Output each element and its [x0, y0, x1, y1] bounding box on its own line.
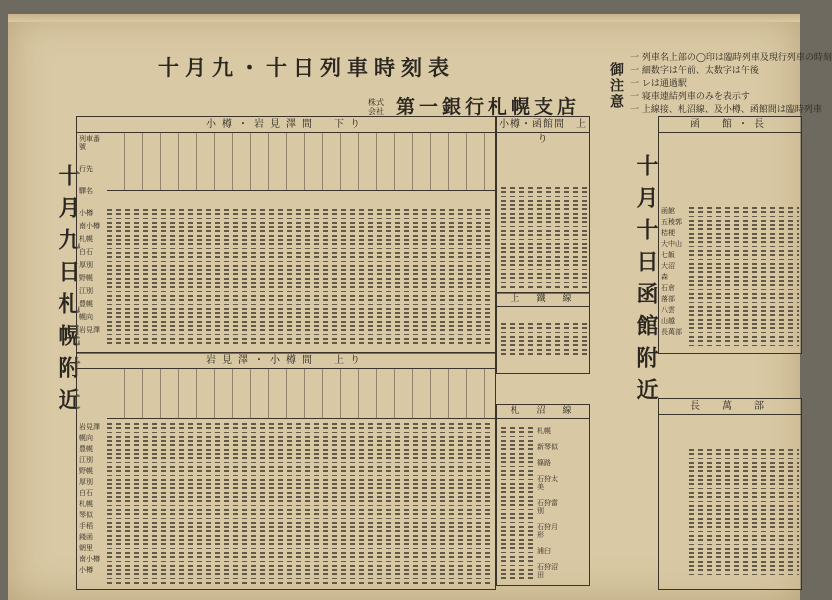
time-row	[689, 552, 799, 554]
time-row	[107, 325, 493, 327]
time-row	[501, 565, 535, 567]
station-name: 五稜郭	[661, 218, 682, 226]
time-row	[501, 509, 535, 511]
time-row	[501, 552, 535, 554]
paper-fold	[8, 14, 800, 22]
time-row	[107, 535, 493, 537]
time-row	[689, 271, 799, 273]
time-row	[689, 548, 799, 550]
time-row	[501, 526, 535, 528]
time-row	[501, 470, 535, 472]
time-row	[501, 530, 535, 532]
time-row	[501, 251, 587, 253]
station-column	[537, 427, 563, 587]
time-row	[689, 259, 799, 261]
station-name: 野幌	[79, 274, 93, 282]
time-row	[501, 208, 587, 210]
station-name: 江別	[79, 456, 93, 464]
time-row	[501, 323, 587, 325]
time-row	[501, 239, 587, 241]
time-row	[107, 505, 493, 507]
times-grid	[501, 187, 587, 290]
notice-item: 一 列車名上部の◯印は臨時列車及現行列車の時刻	[630, 53, 832, 63]
time-row	[689, 241, 799, 243]
station-column	[661, 207, 687, 339]
time-row	[501, 187, 587, 189]
time-row	[501, 500, 535, 502]
station-name: 幌向	[79, 313, 93, 321]
time-row	[689, 306, 799, 308]
station-name: 札幌	[79, 500, 93, 508]
time-row	[689, 332, 799, 334]
time-row	[501, 221, 587, 223]
station-name: 石狩月形	[537, 523, 558, 539]
time-row	[689, 211, 799, 213]
table-column-header	[107, 132, 495, 191]
notice-item: 一 レは通過駅	[630, 79, 687, 89]
time-row	[501, 191, 587, 193]
time-row	[501, 226, 587, 228]
time-row	[501, 483, 535, 485]
time-row	[689, 323, 799, 325]
table-title: 上 鐵 線	[497, 293, 589, 307]
time-row	[107, 222, 493, 224]
time-row	[107, 440, 493, 442]
time-row	[689, 302, 799, 304]
time-row	[107, 453, 493, 455]
time-row	[107, 282, 493, 284]
station-name: 豊幌	[79, 300, 93, 308]
notice-item: 一 寝車連結列車のみを表示す	[630, 92, 750, 102]
time-row	[501, 340, 587, 342]
time-row	[107, 578, 493, 580]
time-row	[689, 462, 799, 464]
time-row	[501, 327, 587, 329]
time-row	[501, 273, 587, 275]
times-grid	[689, 449, 799, 578]
time-row	[501, 230, 587, 232]
time-row	[689, 267, 799, 269]
header-destination: 行先	[79, 165, 93, 173]
time-row	[501, 213, 587, 215]
time-row	[689, 216, 799, 218]
time-row	[107, 338, 493, 340]
time-row	[107, 530, 493, 532]
time-row	[107, 479, 493, 481]
time-row	[107, 256, 493, 258]
station-name: 岩見澤	[79, 326, 100, 334]
station-name: 函館	[661, 207, 675, 215]
time-row	[689, 207, 799, 209]
station-name: 大中山	[661, 240, 682, 248]
time-row	[107, 286, 493, 288]
table-title: 小樽・岩見澤間 下り	[77, 117, 495, 133]
time-row	[501, 234, 587, 236]
time-row	[689, 505, 799, 507]
time-row	[107, 492, 493, 494]
time-row	[107, 299, 493, 301]
station-name: 厚別	[79, 478, 93, 486]
station-name: 江別	[79, 287, 93, 295]
time-row	[107, 278, 493, 280]
time-row	[689, 565, 799, 567]
time-row	[501, 436, 535, 438]
station-name: 厚別	[79, 261, 93, 269]
time-row	[689, 289, 799, 291]
station-name: 小樽	[79, 209, 93, 217]
times-grid	[501, 427, 535, 582]
station-name: 幌向	[79, 434, 93, 442]
time-row	[689, 254, 799, 256]
table-otaru-iwamizawa	[76, 116, 496, 354]
time-row	[689, 458, 799, 460]
time-row	[501, 556, 535, 558]
station-name: 札幌	[79, 235, 93, 243]
station-column	[79, 423, 105, 577]
time-row	[689, 280, 799, 282]
station-name: 山越	[661, 317, 675, 325]
notice-heading: 御注意	[608, 62, 624, 110]
time-row	[107, 312, 493, 314]
time-row	[689, 569, 799, 571]
time-row	[501, 204, 587, 206]
time-row	[689, 488, 799, 490]
station-name: 石倉	[661, 284, 675, 292]
time-row	[689, 501, 799, 503]
time-row	[501, 264, 587, 266]
station-name: 石狩沼田	[537, 563, 558, 579]
time-row	[689, 246, 799, 248]
time-row	[501, 560, 535, 562]
time-row	[107, 230, 493, 232]
time-row	[107, 334, 493, 336]
time-row	[501, 448, 535, 450]
time-row	[107, 209, 493, 211]
times-grid	[501, 323, 587, 357]
time-row	[501, 247, 587, 249]
time-row	[501, 440, 535, 442]
station-name: 森	[661, 273, 668, 281]
time-row	[107, 427, 493, 429]
station-name: 篠路	[537, 459, 551, 467]
time-row	[107, 475, 493, 477]
time-row	[501, 496, 535, 498]
station-name: 豊幌	[79, 445, 93, 453]
time-row	[107, 252, 493, 254]
table-hakodate	[658, 116, 802, 354]
time-row	[689, 284, 799, 286]
time-row	[689, 293, 799, 295]
time-row	[501, 344, 587, 346]
time-row	[107, 423, 493, 425]
time-row	[501, 260, 587, 262]
station-name: 石狩當別	[537, 499, 558, 515]
company-name: 第一銀行札幌支店	[396, 96, 581, 118]
time-row	[689, 539, 799, 541]
times-grid	[107, 209, 493, 347]
table-title: 小樽・函館間 上り	[499, 119, 587, 145]
station-name: 岩見澤	[79, 423, 100, 431]
time-row	[107, 436, 493, 438]
time-row	[107, 243, 493, 245]
notice-item: 一 細数字は午前、太数字は午後	[630, 66, 759, 76]
time-row	[107, 487, 493, 489]
time-row	[501, 569, 535, 571]
time-row	[107, 582, 493, 584]
time-row	[501, 491, 535, 493]
station-name: 錢函	[79, 533, 93, 541]
time-row	[107, 462, 493, 464]
time-row	[501, 336, 587, 338]
time-row	[501, 487, 535, 489]
header-labels	[79, 135, 105, 195]
table-joutetsu	[496, 292, 590, 374]
table-title: 函 館・長	[659, 117, 801, 133]
time-row	[689, 310, 799, 312]
station-name: 長萬部	[661, 328, 682, 336]
time-row	[501, 457, 535, 459]
station-name: 七飯	[661, 251, 675, 259]
station-name: 新琴似	[537, 443, 558, 451]
station-name: 落部	[661, 295, 675, 303]
table-column-header	[107, 368, 495, 419]
table-title: 札 沼 線	[497, 405, 589, 419]
time-row	[501, 577, 535, 579]
time-row	[107, 556, 493, 558]
time-row	[501, 453, 535, 455]
time-row	[107, 248, 493, 250]
time-row	[689, 492, 799, 494]
station-name: 小樽	[79, 566, 93, 574]
time-row	[689, 535, 799, 537]
time-row	[107, 261, 493, 263]
time-row	[501, 461, 535, 463]
time-row	[107, 449, 493, 451]
notice-item: 一 上線接、札沼線、及小樽、函館間は臨時列車	[630, 105, 822, 115]
time-row	[107, 470, 493, 472]
time-row	[689, 220, 799, 222]
time-row	[107, 518, 493, 520]
time-row	[107, 235, 493, 237]
time-row	[501, 517, 535, 519]
time-row	[501, 196, 587, 198]
time-row	[107, 509, 493, 511]
time-row	[107, 444, 493, 446]
notice-list	[630, 52, 832, 117]
time-row	[107, 500, 493, 502]
time-row	[107, 526, 493, 528]
time-row	[501, 547, 535, 549]
station-column	[79, 209, 105, 339]
time-row	[107, 569, 493, 571]
time-row	[501, 534, 535, 536]
time-row	[501, 243, 587, 245]
station-name: 桔梗	[661, 229, 675, 237]
times-grid	[689, 207, 799, 349]
table-title: 長 萬 部	[659, 399, 801, 415]
time-row	[689, 513, 799, 515]
time-row	[689, 336, 799, 338]
time-row	[501, 573, 535, 575]
time-row	[689, 470, 799, 472]
time-row	[501, 256, 587, 258]
time-row	[689, 518, 799, 520]
times-grid	[107, 423, 493, 586]
time-row	[689, 544, 799, 546]
header-station: 驛名	[79, 187, 93, 195]
time-row	[501, 269, 587, 271]
time-row	[689, 496, 799, 498]
time-row	[501, 286, 587, 288]
station-name: 南小樽	[79, 555, 100, 563]
time-row	[107, 513, 493, 515]
side-label-hakodate: 十月十日函館附近	[633, 154, 659, 410]
station-name: 手稻	[79, 522, 93, 530]
newspaper-sheet	[8, 14, 832, 600]
table-nagamanbe	[658, 398, 802, 590]
time-row	[689, 276, 799, 278]
time-row	[689, 224, 799, 226]
station-name: 石狩太美	[537, 475, 558, 491]
time-row	[107, 552, 493, 554]
side-label-sapporo: 十月九日札幌附近	[55, 164, 81, 420]
time-row	[107, 308, 493, 310]
time-row	[107, 304, 493, 306]
time-row	[501, 332, 587, 334]
time-row	[107, 565, 493, 567]
time-row	[501, 479, 535, 481]
time-row	[107, 273, 493, 275]
time-row	[689, 556, 799, 558]
time-row	[501, 543, 535, 545]
time-row	[107, 269, 493, 271]
time-row	[107, 466, 493, 468]
time-row	[107, 291, 493, 293]
time-row	[501, 539, 535, 541]
time-row	[689, 509, 799, 511]
table-satsunuma	[496, 404, 590, 586]
time-row	[501, 353, 587, 355]
time-row	[107, 573, 493, 575]
time-row	[689, 340, 799, 342]
table-iwamizawa-otaru	[76, 352, 496, 590]
table-otaru-hakodate	[496, 116, 590, 294]
time-row	[689, 531, 799, 533]
station-name: 琴似	[79, 511, 93, 519]
time-row	[501, 431, 535, 433]
time-row	[689, 526, 799, 528]
time-row	[107, 213, 493, 215]
time-row	[689, 483, 799, 485]
time-row	[689, 250, 799, 252]
time-row	[689, 297, 799, 299]
time-row	[689, 237, 799, 239]
time-row	[107, 496, 493, 498]
time-row	[689, 561, 799, 563]
time-row	[107, 483, 493, 485]
time-row	[689, 479, 799, 481]
time-row	[501, 466, 535, 468]
time-row	[501, 277, 587, 279]
page-title: 十月九・十日列車時刻表	[158, 55, 455, 80]
time-row	[689, 475, 799, 477]
station-name: 朝里	[79, 544, 93, 552]
time-row	[107, 539, 493, 541]
table-title: 岩見澤・小樽間 上り	[77, 353, 495, 369]
station-name: 大沼	[661, 262, 675, 270]
header-train-no: 列車番號	[79, 135, 100, 151]
time-row	[107, 342, 493, 344]
time-row	[107, 218, 493, 220]
time-row	[689, 327, 799, 329]
time-row	[107, 295, 493, 297]
time-row	[501, 474, 535, 476]
station-name: 白石	[79, 489, 93, 497]
time-row	[107, 226, 493, 228]
time-row	[107, 457, 493, 459]
time-row	[689, 449, 799, 451]
time-row	[107, 239, 493, 241]
time-row	[689, 314, 799, 316]
time-row	[501, 282, 587, 284]
station-name: 札幌	[537, 427, 551, 435]
station-name: 白石	[79, 248, 93, 256]
station-name: 野幌	[79, 467, 93, 475]
time-row	[689, 233, 799, 235]
time-row	[107, 432, 493, 434]
time-row	[501, 522, 535, 524]
time-row	[501, 217, 587, 219]
time-row	[689, 319, 799, 321]
time-row	[501, 444, 535, 446]
time-row	[689, 453, 799, 455]
station-name: 八雲	[661, 306, 675, 314]
time-row	[501, 513, 535, 515]
time-row	[689, 263, 799, 265]
time-row	[107, 316, 493, 318]
time-row	[107, 321, 493, 323]
time-row	[107, 522, 493, 524]
time-row	[689, 574, 799, 576]
time-row	[107, 561, 493, 563]
time-row	[501, 427, 535, 429]
time-row	[107, 548, 493, 550]
company-prefix: 株式会社	[368, 98, 384, 116]
station-name: 浦臼	[537, 547, 551, 555]
time-row	[689, 228, 799, 230]
time-row	[689, 466, 799, 468]
station-name: 南小樽	[79, 222, 100, 230]
time-row	[107, 543, 493, 545]
time-row	[107, 329, 493, 331]
time-row	[501, 504, 535, 506]
time-row	[501, 200, 587, 202]
time-row	[689, 522, 799, 524]
time-row	[501, 349, 587, 351]
time-row	[689, 345, 799, 347]
time-row	[107, 265, 493, 267]
